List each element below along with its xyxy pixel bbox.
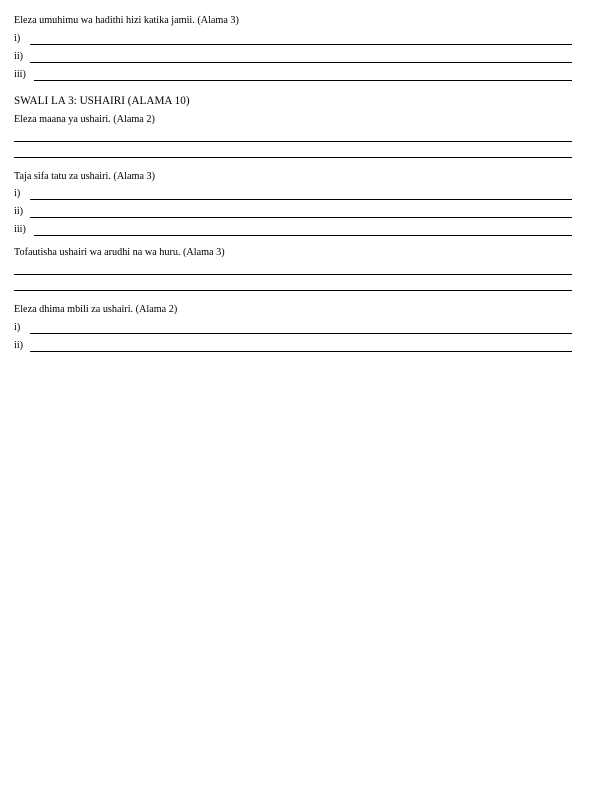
answer-line[interactable] xyxy=(14,30,572,45)
answer-rule[interactable] xyxy=(30,198,572,200)
question-block-sifa-tatu xyxy=(14,170,572,237)
spacer xyxy=(14,262,572,273)
answer-rule[interactable] xyxy=(34,234,572,236)
question-text: Eleza dhima mbili za ushairi. (Alama 2) xyxy=(14,304,178,316)
question-text: Tofautisha ushairi wa arudhi na wa huru. (Alama 3) xyxy=(14,247,225,259)
answer-rule[interactable] xyxy=(14,140,572,142)
spacer xyxy=(14,84,572,91)
answer-rule[interactable] xyxy=(30,216,572,218)
answer-rule[interactable] xyxy=(14,156,572,158)
question-block-dhima-mbili xyxy=(14,303,572,352)
section-heading-block xyxy=(14,94,572,109)
answer-line-label: ii) xyxy=(14,50,24,62)
answer-rule[interactable] xyxy=(34,79,572,81)
answer-line[interactable] xyxy=(14,203,572,218)
answer-line[interactable] xyxy=(14,185,572,200)
answer-line[interactable] xyxy=(14,319,572,334)
spacer xyxy=(14,129,572,140)
answer-rule[interactable] xyxy=(30,350,572,352)
question-text: Taja sifa tatu za ushairi. (Alama 3) xyxy=(14,170,156,182)
spacer xyxy=(14,239,572,246)
answer-line[interactable] xyxy=(14,48,572,63)
answer-line-label: i) xyxy=(14,321,21,333)
answer-line[interactable] xyxy=(14,337,572,352)
answer-line-label: i) xyxy=(14,188,21,200)
answer-line-label: ii) xyxy=(14,206,24,218)
question-text: Eleza maana ya ushairi. (Alama 2) xyxy=(14,113,155,125)
question-block-maana-ushairi xyxy=(14,113,572,158)
answer-line-label: ii) xyxy=(14,339,24,351)
question-text: Eleza umuhimu wa hadithi hizi katika jamii. (Alama 3) xyxy=(14,15,239,26)
question-block-umuhimu xyxy=(14,14,572,81)
answer-line-label: iii) xyxy=(14,224,26,236)
answer-rule[interactable] xyxy=(30,61,572,63)
answer-rule[interactable] xyxy=(14,273,572,275)
answer-rule[interactable] xyxy=(14,289,572,291)
answer-rule[interactable] xyxy=(30,43,572,45)
answer-line-label: iii) xyxy=(14,68,26,80)
question-block-tofautisha xyxy=(14,246,572,291)
answer-line-label: i) xyxy=(14,32,21,44)
answer-rule[interactable] xyxy=(30,332,572,334)
answer-line[interactable] xyxy=(14,66,572,81)
section-heading: SWALI LA 3: USHAIRI (ALAMA 10) xyxy=(14,94,190,107)
answer-line[interactable] xyxy=(14,221,572,236)
